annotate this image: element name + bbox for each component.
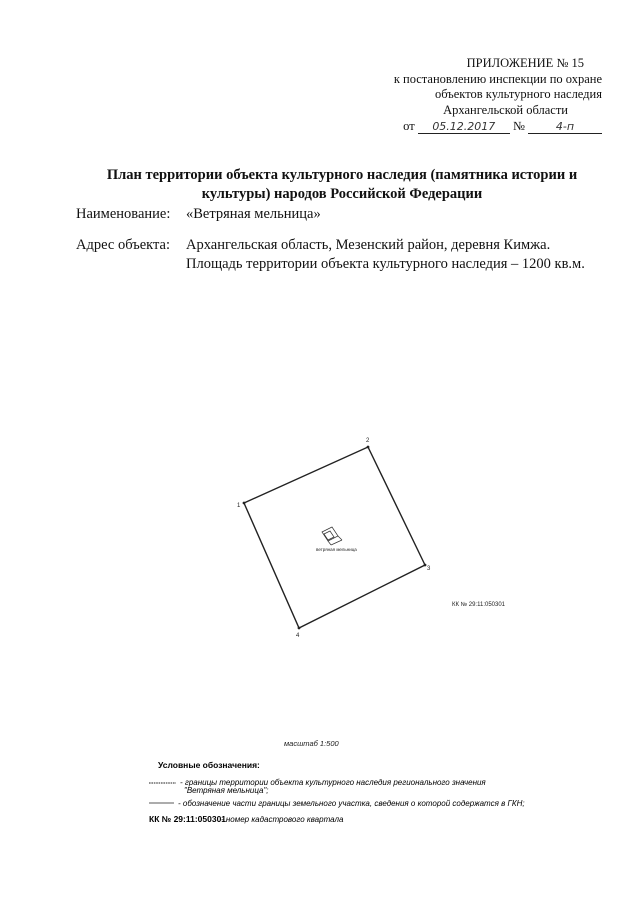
document-title: План территории объекта культурного наследия (памятника истории и культуры) народов Российской Федерации: [106, 167, 578, 202]
legend-item3-text: - номер кадастрового квартала: [221, 815, 344, 824]
appendix-line-1: к постановлению инспекции по охране: [393, 71, 602, 86]
scale-label: масштаб 1:500: [284, 739, 339, 748]
legend-item-parcel: [149, 799, 525, 808]
legend-item1-text2: "Ветряная мельница";: [184, 786, 269, 795]
legend-item1-text: - границы территории объекта культурного наследия регионального значения: [180, 778, 486, 787]
address-label: Адрес объекта:: [76, 237, 170, 253]
legend-item2-text: - обозначение части границы земельного участка, сведения о которой содержатся в ГКН;: [178, 799, 525, 808]
point-label-1: 1: [237, 503, 241, 509]
point-marker-1: [243, 502, 246, 505]
legend-item-cadastral: [149, 814, 344, 824]
number-prefix: №: [512, 119, 525, 133]
date-prefix: от: [403, 119, 415, 133]
windmill-icon: [322, 527, 342, 545]
point-label-3: 3: [427, 566, 431, 572]
cadastral-quarter-label: КК № 29:11:050301: [452, 602, 506, 608]
handwritten-number: 4-п: [528, 121, 602, 134]
point-label-4: 4: [296, 633, 300, 639]
legend-item3-code: КК № 29:11:050301: [149, 814, 227, 824]
point-marker-4: [298, 627, 301, 630]
appendix-line-2: объектов культурного наследия: [435, 87, 602, 101]
handwritten-date: 05.12.2017: [418, 121, 510, 134]
point-label-2: 2: [366, 438, 370, 444]
address-value: Архангельская область, Мезенский район, деревня Кимжа. Площадь территории объекта культурного наследия – 1200 кв.м.: [186, 237, 585, 272]
legend-title: Условные обозначения:: [158, 760, 260, 770]
object-label: ветряная мельница: [316, 547, 357, 552]
name-value: «Ветряная мельница»: [186, 206, 321, 222]
legend-item-boundary: [149, 778, 486, 795]
point-marker-3: [424, 564, 427, 567]
name-label: Наименование:: [76, 206, 171, 222]
appendix-line-3: Архангельской области: [443, 102, 568, 117]
point-marker-2: [367, 446, 370, 449]
appendix-title: ПРИЛОЖЕНИЕ № 15: [466, 56, 584, 70]
